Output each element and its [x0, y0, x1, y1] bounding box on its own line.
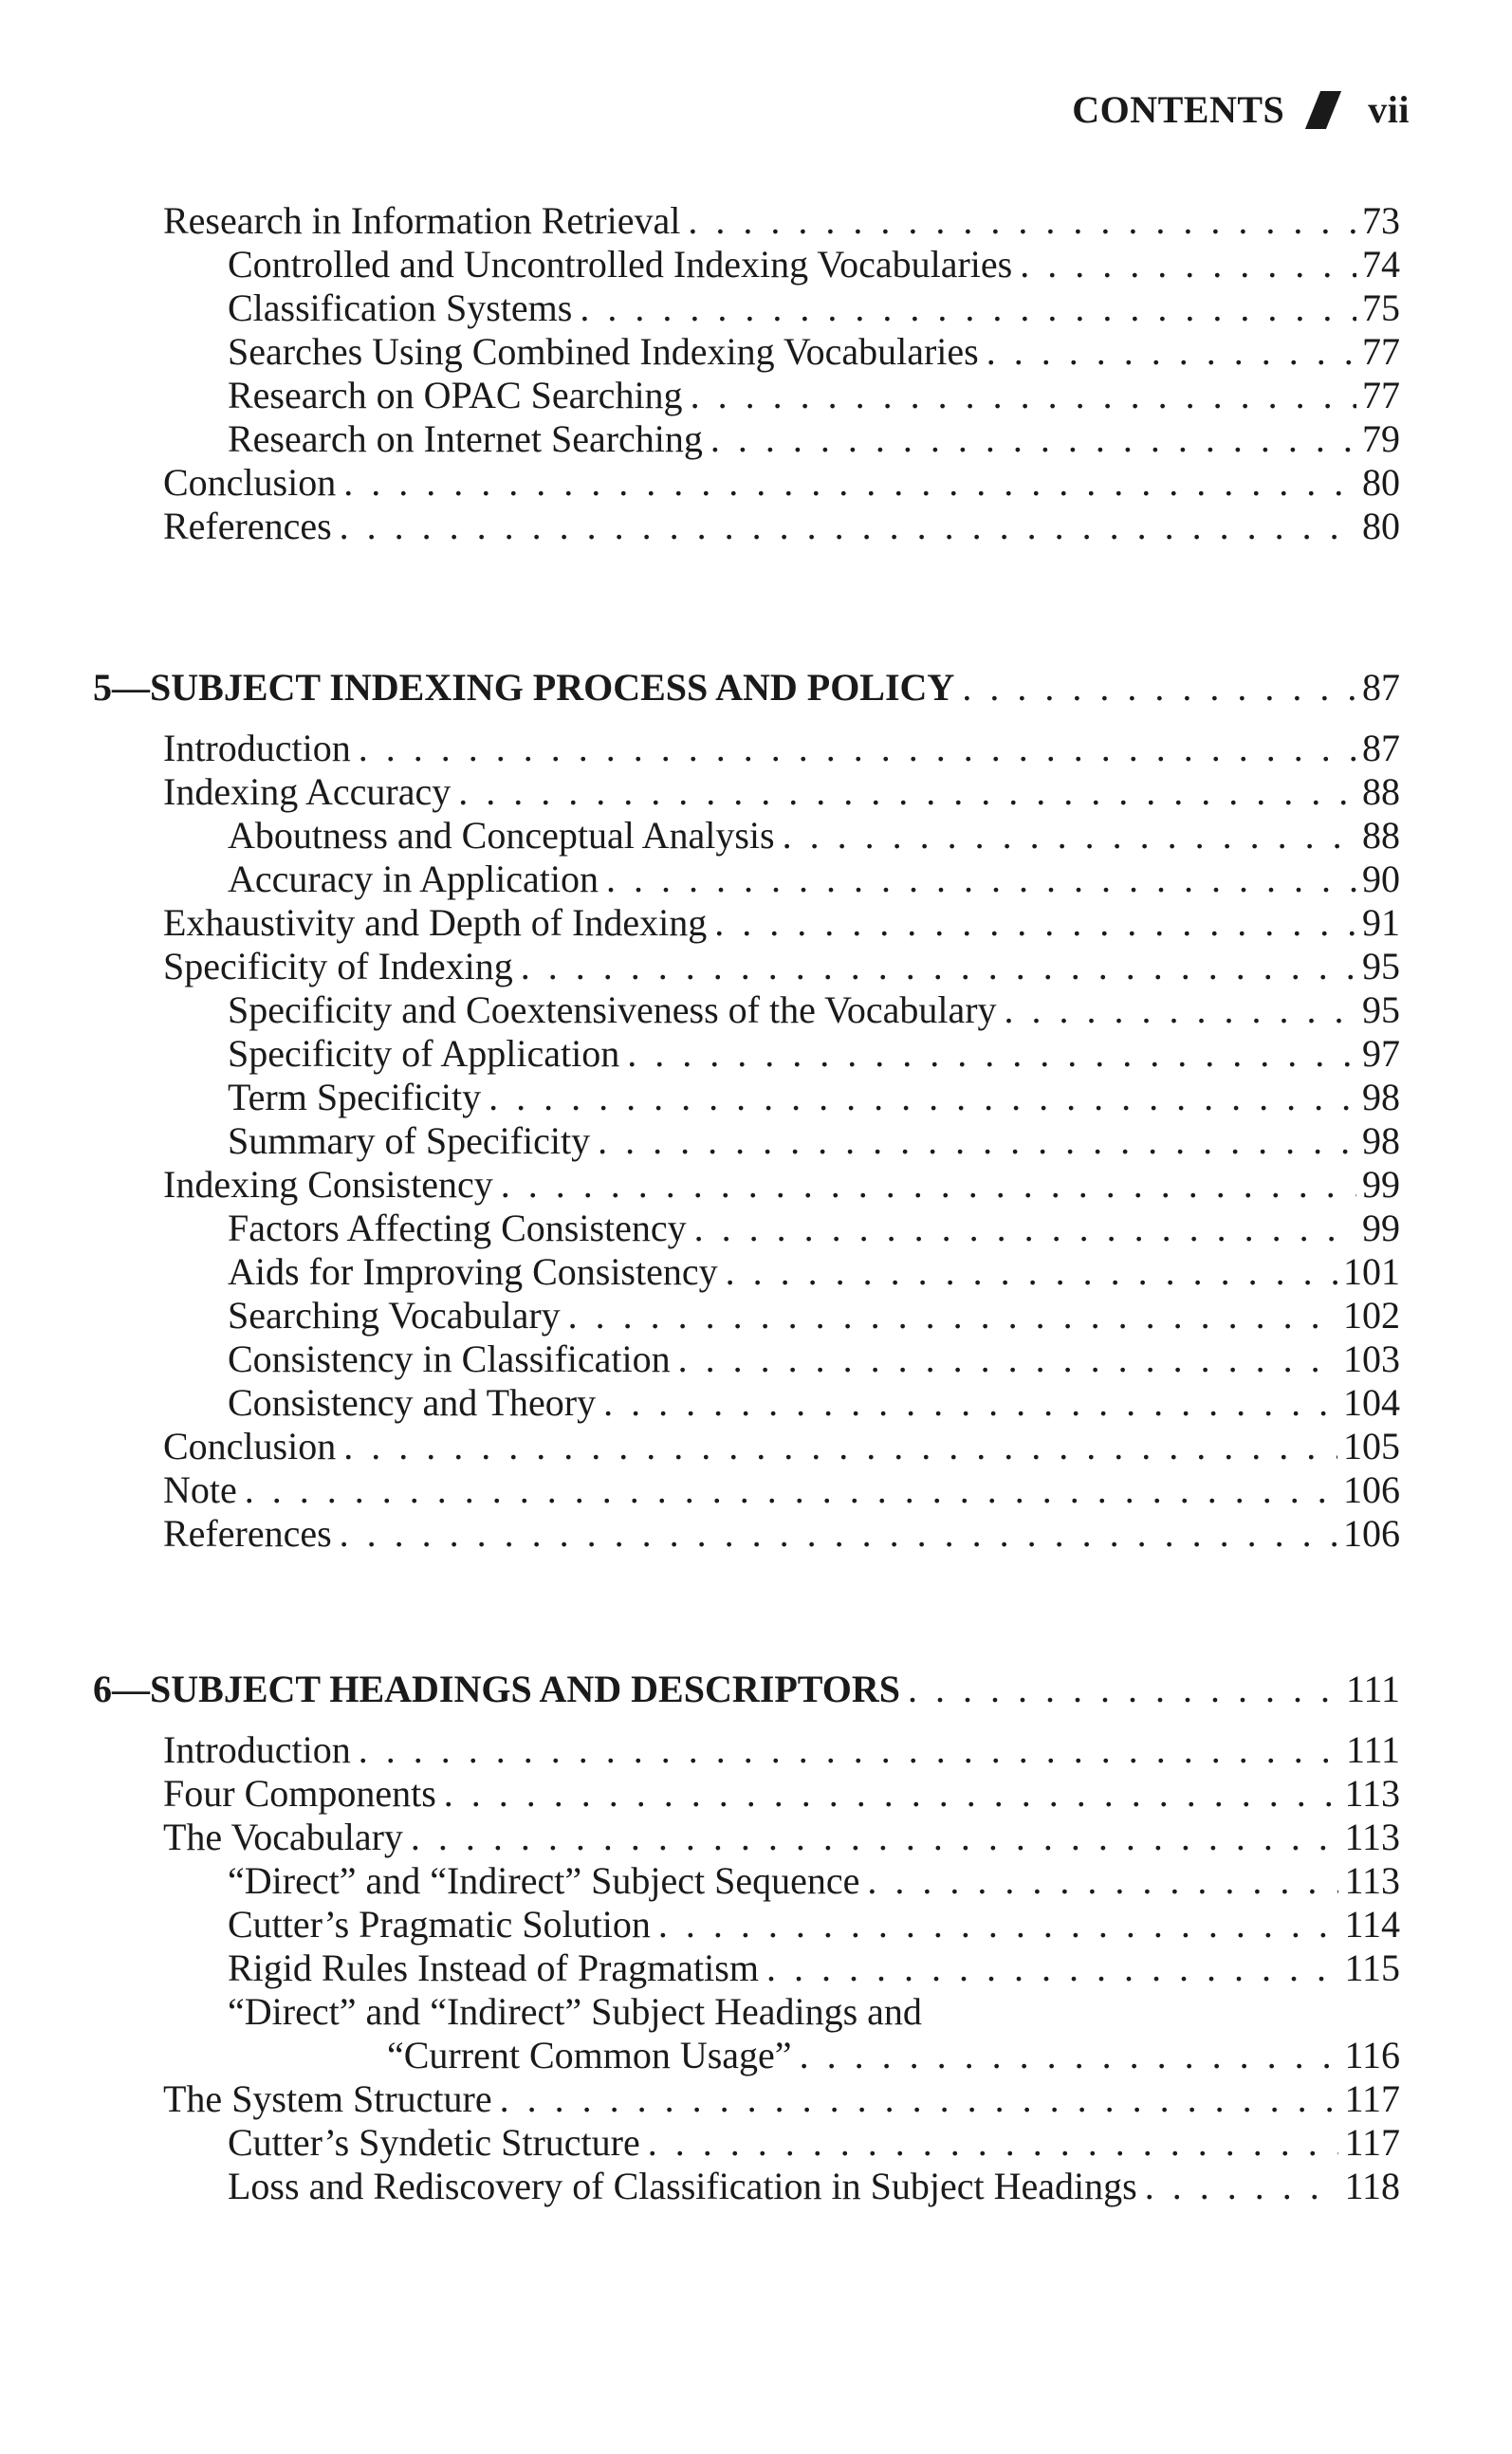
toc-entry[interactable]: Conclusion . . . 80	[163, 461, 1400, 505]
toc-entry[interactable]: Indexing Consistency . . . 99	[163, 1163, 1400, 1207]
toc-entry[interactable]: “Direct” and “Indirect” Subject Sequence . . . 113	[228, 1859, 1400, 1903]
toc-entry[interactable]: Rigid Rules Instead of Pragmatism . . . 115	[228, 1947, 1400, 1990]
chapter-6-heading[interactable]: 6—SUBJECT HEADINGS AND DESCRIPTORS . . . 111	[93, 1668, 1400, 1711]
toc-entry[interactable]: Note . . . 106	[163, 1468, 1400, 1512]
toc-entry[interactable]: Conclusion . . . 105	[163, 1425, 1400, 1468]
toc-entry[interactable]: Specificity and Coextensiveness of the Vocabulary . . . 95	[228, 988, 1400, 1032]
toc-entry-continuation[interactable]: “Current Common Usage” . . . 116	[387, 2034, 1400, 2077]
toc-entry[interactable]: Controlled and Uncontrolled Indexing Vocabularies . . . 74	[228, 243, 1400, 286]
toc-entry[interactable]: Searching Vocabulary . . . 102	[228, 1294, 1400, 1338]
toc-entry[interactable]: Loss and Rediscovery of Classification in Subject Headings . . . 118	[228, 2165, 1400, 2208]
toc-entry[interactable]: Research in Information Retrieval . . . 73	[163, 199, 1400, 243]
running-header	[1072, 87, 1410, 132]
toc-entry[interactable]: Cutter’s Syndetic Structure . . . 117	[228, 2121, 1400, 2165]
toc-entry[interactable]: Factors Affecting Consistency . . . 99	[228, 1207, 1400, 1250]
toc-entry[interactable]: References . . . 106	[163, 1512, 1400, 1556]
slash-ornament-icon	[1305, 91, 1341, 129]
toc-entry[interactable]: Introduction . . . 111	[163, 1728, 1400, 1772]
toc-entry[interactable]: The Vocabulary . . . 113	[163, 1816, 1400, 1859]
page-number-roman: vii	[1368, 88, 1410, 131]
toc-entry[interactable]: Consistency and Theory . . . 104	[228, 1381, 1400, 1425]
toc-entry[interactable]: Summary of Specificity . . . 98	[228, 1119, 1400, 1163]
toc-entry[interactable]: Specificity of Application . . . 97	[228, 1032, 1400, 1076]
toc-entry[interactable]: References . . . 80	[163, 505, 1400, 548]
toc-entry[interactable]: Indexing Accuracy . . . 88	[163, 770, 1400, 814]
toc-entry[interactable]: Term Specificity . . . 98	[228, 1076, 1400, 1119]
toc-entry[interactable]: Exhaustivity and Depth of Indexing . . . 91	[163, 901, 1400, 945]
toc-entry[interactable]: Accuracy in Application . . . 90	[228, 858, 1400, 901]
toc-entry[interactable]: Specificity of Indexing . . . 95	[163, 945, 1400, 988]
toc-entry[interactable]: Aboutness and Conceptual Analysis . . . 88	[228, 814, 1400, 858]
toc-entry[interactable]: Introduction . . . 87	[163, 727, 1400, 770]
toc-entry[interactable]: Cutter’s Pragmatic Solution . . . 114	[228, 1903, 1400, 1947]
toc-entry[interactable]: Consistency in Classification . . . 103	[228, 1338, 1400, 1381]
toc-entry[interactable]: Four Components . . . 113	[163, 1772, 1400, 1816]
running-header-label: CONTENTS	[1072, 88, 1285, 131]
toc-entry[interactable]: Aids for Improving Consistency . . . 101	[228, 1250, 1400, 1294]
toc-entry[interactable]: Research on Internet Searching . . . 79	[228, 417, 1400, 461]
toc-entry[interactable]: The System Structure . . . 117	[163, 2077, 1400, 2121]
toc-entry[interactable]: Research on OPAC Searching . . . 77	[228, 374, 1400, 417]
chapter-5-heading[interactable]: 5—SUBJECT INDEXING PROCESS AND POLICY . . . 87	[93, 666, 1400, 710]
toc-entry[interactable]: Searches Using Combined Indexing Vocabularies . . . 77	[228, 330, 1400, 374]
toc-entry[interactable]: Classification Systems . . . 75	[228, 286, 1400, 330]
toc-entry-first-line[interactable]: “Direct” and “Indirect” Subject Headings and	[228, 1990, 922, 2033]
